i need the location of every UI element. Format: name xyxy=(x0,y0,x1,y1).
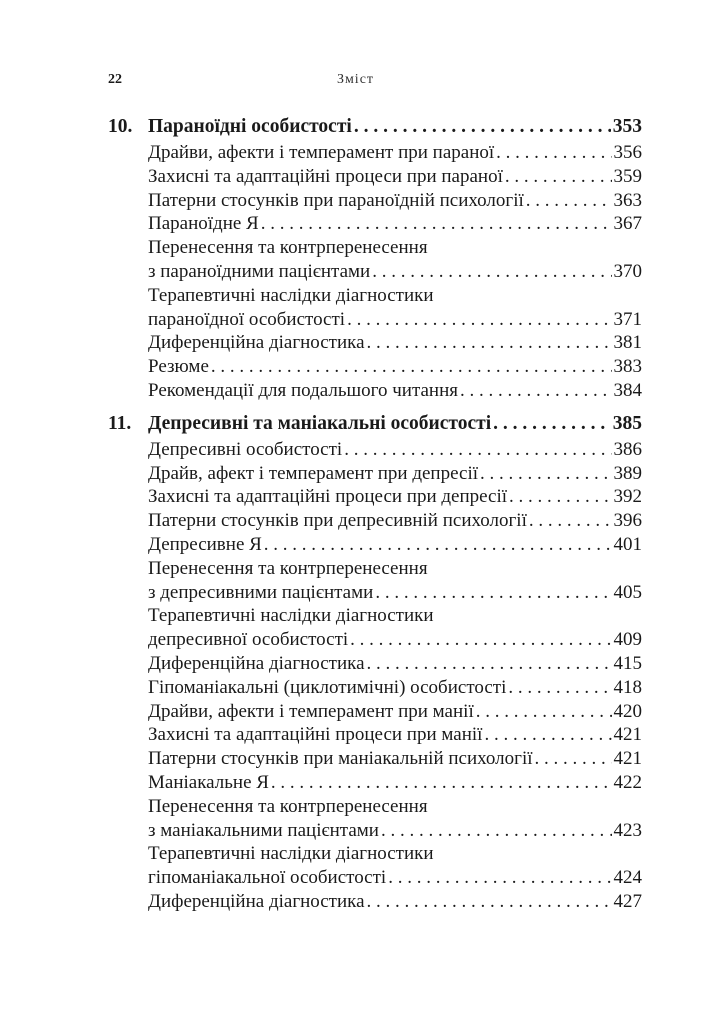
toc-entry[interactable] xyxy=(108,284,642,332)
entry-title: Гіпоманіакальні (циклотимічні) особистості xyxy=(148,676,507,698)
entry-page: 371 xyxy=(613,308,642,330)
toc-entry[interactable] xyxy=(108,509,642,533)
toc-entry-line xyxy=(108,676,642,700)
entry-title: Терапевтичні наслідки діагностики xyxy=(148,284,434,306)
entry-title: Диференційна діагностика xyxy=(148,890,365,912)
dot-leader xyxy=(367,890,612,914)
toc-entry-line xyxy=(108,308,642,332)
entry-title: з депресивними пацієнтами xyxy=(148,581,374,603)
dot-leader xyxy=(484,723,611,747)
toc-entry[interactable] xyxy=(108,212,642,236)
running-head: Зміст xyxy=(336,72,375,87)
toc-entry[interactable] xyxy=(108,747,642,771)
chapter-title: Депресивні та маніакальні особистості xyxy=(148,412,492,434)
toc-entry-line-continued xyxy=(108,795,642,819)
entry-title: Перенесення та контрперенесення xyxy=(148,237,428,259)
entry-page: 420 xyxy=(613,700,642,722)
entry-title: Патерни стосунків при маніакальній психології xyxy=(148,748,533,770)
toc-entry-line xyxy=(108,652,642,676)
entry-title: Драйв, афект і темперамент при депресії xyxy=(148,462,478,484)
toc-entry[interactable] xyxy=(108,141,642,165)
entry-title: Рекомендації для подальшого читання xyxy=(148,379,458,401)
toc-entry[interactable] xyxy=(108,723,642,747)
entry-title: Параноїдне Я xyxy=(148,213,259,235)
entry-title: параноїдної особистості xyxy=(148,308,346,330)
dot-leader xyxy=(350,628,611,652)
entry-title: Захисні та адаптаційні процеси при параної xyxy=(148,165,503,187)
entry-title: Драйви, афекти і темперамент при параної xyxy=(148,142,495,163)
entry-title: Маніакальне Я xyxy=(148,771,269,793)
table-of-contents xyxy=(108,114,642,922)
dot-leader xyxy=(354,114,611,139)
chapter-10 xyxy=(108,114,642,403)
entry-title: з маніакальними пацієнтами xyxy=(148,819,379,841)
entry-page: 359 xyxy=(613,165,642,187)
dot-leader xyxy=(460,379,612,403)
toc-entry-line xyxy=(108,355,642,379)
entry-page: 401 xyxy=(613,533,642,555)
entry-title: депресивної особистості xyxy=(148,629,349,651)
chapter-11 xyxy=(108,411,642,914)
entry-page: 370 xyxy=(613,260,642,282)
entry-page: 421 xyxy=(613,724,642,746)
entry-page: 392 xyxy=(613,486,642,508)
toc-entry-line xyxy=(108,485,642,509)
toc-entry-line xyxy=(108,890,642,914)
toc-entry-line-continued xyxy=(108,236,642,260)
toc-entry[interactable] xyxy=(108,165,642,189)
toc-entry[interactable] xyxy=(108,438,642,462)
dot-leader xyxy=(211,355,612,379)
dot-leader xyxy=(372,260,611,284)
toc-entry[interactable] xyxy=(108,462,642,486)
dot-leader xyxy=(496,141,611,165)
page-number: 22 xyxy=(108,72,122,87)
toc-entry-line-continued xyxy=(108,284,642,308)
entry-page: 363 xyxy=(613,189,642,211)
dot-leader xyxy=(505,165,612,189)
entry-title: Резюме xyxy=(148,356,209,378)
toc-entry-line xyxy=(108,723,642,747)
entry-page: 409 xyxy=(613,629,642,651)
chapter-number: 11. xyxy=(108,412,132,434)
toc-entry[interactable] xyxy=(108,795,642,843)
entry-title: Патерни стосунків при параноїдній психології xyxy=(148,189,524,211)
dot-leader xyxy=(529,509,612,533)
toc-entry-line xyxy=(108,438,642,462)
entry-page: 389 xyxy=(613,462,642,484)
toc-entry[interactable] xyxy=(108,700,642,724)
toc-entry[interactable] xyxy=(108,355,642,379)
entry-title: Патерни стосунків при депресивній психології xyxy=(148,510,527,532)
dot-leader xyxy=(480,462,612,486)
toc-entry-line xyxy=(108,819,642,843)
toc-entry-line xyxy=(108,331,642,355)
dot-leader xyxy=(509,485,611,509)
chapter-title: Параноїдні особистості xyxy=(148,116,352,137)
toc-entry[interactable] xyxy=(108,379,642,403)
entry-page: 405 xyxy=(613,581,642,603)
dot-leader xyxy=(264,533,612,557)
entry-page: 381 xyxy=(613,332,642,354)
dot-leader xyxy=(476,700,612,724)
chapter-page: 353 xyxy=(612,116,642,137)
toc-entry[interactable] xyxy=(108,236,642,284)
chapter-heading[interactable] xyxy=(108,114,642,139)
dot-leader xyxy=(526,189,612,213)
entry-page: 356 xyxy=(613,142,642,163)
entry-page: 415 xyxy=(613,652,642,674)
toc-entry[interactable] xyxy=(108,842,642,890)
toc-entry-line-continued xyxy=(108,557,642,581)
entry-title: Перенесення та контрперенесення xyxy=(148,795,428,817)
dot-leader xyxy=(347,308,611,332)
dot-leader xyxy=(381,819,612,843)
toc-entry-line xyxy=(108,700,642,724)
toc-entry[interactable] xyxy=(108,652,642,676)
entry-title: гіпоманіакальної особистості xyxy=(148,867,387,889)
toc-entry[interactable] xyxy=(108,331,642,355)
toc-entry-line xyxy=(108,628,642,652)
entry-title: Перенесення та контрперенесення xyxy=(148,557,428,579)
toc-entry-line xyxy=(108,533,642,557)
dot-leader xyxy=(493,411,611,436)
entry-page: 396 xyxy=(613,510,642,532)
toc-entry[interactable] xyxy=(108,485,642,509)
dot-leader xyxy=(367,331,612,355)
entry-page: 424 xyxy=(613,867,642,889)
toc-entry-line-continued xyxy=(108,842,642,866)
toc-entry[interactable] xyxy=(108,604,642,652)
entry-title: Терапевтичні наслідки діагностики xyxy=(148,605,434,627)
toc-entry-line xyxy=(108,866,642,890)
entry-title: Захисні та адаптаційні процеси при манії xyxy=(148,724,483,746)
toc-entry-line xyxy=(108,260,642,284)
entry-page: 386 xyxy=(613,438,642,460)
toc-entry-line xyxy=(108,509,642,533)
toc-entry-line-continued xyxy=(108,604,642,628)
entry-page: 423 xyxy=(613,819,642,841)
entry-title: з параноїдними пацієнтами xyxy=(148,260,371,282)
toc-entry-line xyxy=(108,462,642,486)
toc-entry[interactable] xyxy=(108,189,642,213)
chapter-number: 10. xyxy=(108,116,133,137)
dot-leader xyxy=(388,866,611,890)
dot-leader xyxy=(261,212,612,236)
toc-entry[interactable] xyxy=(108,676,642,700)
chapter-page: 385 xyxy=(612,412,642,434)
toc-entry-line xyxy=(108,581,642,605)
toc-entry-line xyxy=(108,771,642,795)
entry-title: Захисні та адаптаційні процеси при депресії xyxy=(148,486,508,508)
entry-title: Терапевтичні наслідки діагностики xyxy=(148,843,434,865)
entry-page: 427 xyxy=(613,890,642,912)
entry-page: 367 xyxy=(613,213,642,235)
toc-entry[interactable] xyxy=(108,557,642,605)
entry-page: 421 xyxy=(613,748,642,770)
toc-entry[interactable] xyxy=(108,771,642,795)
dot-leader xyxy=(535,747,612,771)
toc-entry-line xyxy=(108,747,642,771)
dot-leader xyxy=(367,652,612,676)
entry-title: Диференційна діагностика xyxy=(148,332,365,354)
dot-leader xyxy=(271,771,612,795)
toc-entry[interactable] xyxy=(108,533,642,557)
toc-entry-line xyxy=(108,141,642,165)
entry-title: Драйви, афекти і темперамент при манії xyxy=(148,700,474,722)
entry-page: 422 xyxy=(613,771,642,793)
entry-page: 383 xyxy=(613,356,642,378)
chapter-heading[interactable] xyxy=(108,411,642,436)
dot-leader xyxy=(375,581,611,605)
entry-page: 384 xyxy=(613,379,642,401)
toc-entry-line xyxy=(108,212,642,236)
toc-entry[interactable] xyxy=(108,890,642,914)
entry-title: Депресивне Я xyxy=(148,533,262,555)
dot-leader xyxy=(508,676,611,700)
toc-entry-line xyxy=(108,165,642,189)
entry-title: Депресивні особистості xyxy=(148,438,343,460)
dot-leader xyxy=(344,438,611,462)
entry-page: 418 xyxy=(613,676,642,698)
entry-title: Диференційна діагностика xyxy=(148,652,365,674)
toc-entry-line xyxy=(108,379,642,403)
toc-entry-line xyxy=(108,189,642,213)
